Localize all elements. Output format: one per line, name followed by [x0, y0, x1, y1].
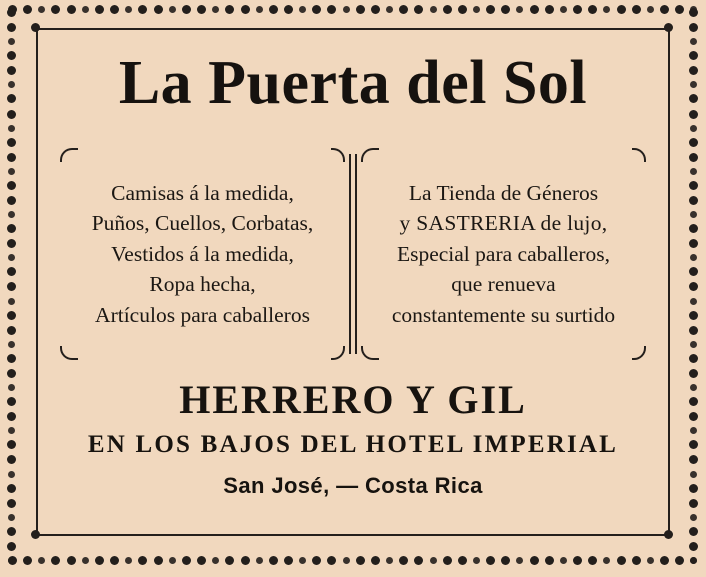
border-dot: [8, 38, 15, 45]
left-column-rule-bottom: [60, 346, 345, 360]
border-dot: [7, 51, 16, 60]
border-dot: [95, 5, 104, 14]
border-dot: [443, 5, 452, 14]
border-dot: [458, 556, 467, 565]
border-dot: [110, 5, 119, 14]
border-dot: [7, 527, 16, 536]
border-dot: [284, 556, 293, 565]
border-dot: [269, 556, 278, 565]
border-dot: [516, 557, 523, 564]
border-dot: [689, 326, 698, 335]
border-dot: [182, 5, 191, 14]
border-dot: [632, 5, 641, 14]
border-dot: [7, 282, 16, 291]
border-dot: [414, 556, 423, 565]
border-dot: [690, 384, 697, 391]
border-dot: [560, 6, 567, 13]
left-line-1: Camisas á la medida,: [111, 180, 294, 205]
border-dot: [689, 455, 698, 464]
border-dot: [8, 384, 15, 391]
border-dot: [486, 5, 495, 14]
border-dot: [690, 168, 697, 175]
border-dot: [327, 5, 336, 14]
border-dot: [690, 341, 697, 348]
column-divider: [349, 154, 357, 354]
border-dot: [573, 556, 582, 565]
border-dot: [8, 514, 15, 521]
border-dot: [545, 556, 554, 565]
left-column-text: [60, 170, 345, 338]
border-dot: [110, 556, 119, 565]
border-dot: [486, 556, 495, 565]
right-column-rule-bottom: [361, 346, 646, 360]
right-line-1: La Tienda de Géneros: [408, 180, 599, 205]
border-dot: [138, 5, 147, 14]
border-dot: [7, 455, 16, 464]
border-dot: [8, 341, 15, 348]
border-dot: [7, 94, 16, 103]
border-dot: [197, 5, 206, 14]
border-dot: [8, 427, 15, 434]
border-dot: [154, 5, 163, 14]
border-dot: [125, 557, 132, 564]
border-dot: [399, 556, 408, 565]
border-dots-right: [686, 8, 700, 564]
border-dot: [8, 298, 15, 305]
border-dot: [182, 556, 191, 565]
border-dot: [8, 168, 15, 175]
border-dots-top: [8, 2, 698, 16]
border-dot: [660, 5, 669, 14]
border-dot: [7, 110, 16, 119]
border-dot: [8, 254, 15, 261]
left-column: [60, 148, 345, 360]
border-dot: [458, 5, 467, 14]
border-dot: [689, 66, 698, 75]
border-dot: [690, 211, 697, 218]
border-dot: [689, 224, 698, 233]
border-dots-bottom: [8, 553, 698, 567]
border-dot: [371, 556, 380, 565]
footer-block: [36, 378, 670, 499]
border-dot: [125, 6, 132, 13]
border-dot: [689, 499, 698, 508]
border-dot: [299, 557, 306, 564]
corner-dot-bottom-left: [31, 530, 40, 539]
border-dot: [7, 354, 16, 363]
border-dot: [7, 23, 16, 32]
border-dot: [690, 125, 697, 132]
border-dot: [689, 138, 698, 147]
left-line-4: Ropa hecha,: [149, 272, 256, 297]
border-dot: [430, 6, 437, 13]
border-dot: [430, 557, 437, 564]
border-dot: [38, 6, 45, 13]
border-dot: [7, 138, 16, 147]
border-dot: [7, 397, 16, 406]
border-dot: [8, 81, 15, 88]
border-dot: [675, 556, 684, 565]
border-dot: [690, 427, 697, 434]
border-dot: [212, 6, 219, 13]
border-dot: [689, 542, 698, 551]
border-dot: [154, 556, 163, 565]
border-dot: [7, 66, 16, 75]
border-dot: [588, 556, 597, 565]
border-dot: [23, 5, 32, 14]
right-column: [361, 148, 646, 360]
border-dot: [690, 514, 697, 521]
ad-headline: La Puerta del Sol: [118, 49, 588, 117]
border-dot: [241, 5, 250, 14]
border-dot: [647, 6, 654, 13]
border-dot: [690, 298, 697, 305]
border-dot: [169, 557, 176, 564]
border-dot: [51, 556, 60, 565]
left-line-3: Vestidos á la medida,: [111, 241, 294, 266]
border-dot: [689, 23, 698, 32]
border-dot: [197, 556, 206, 565]
corner-dot-top-right: [664, 23, 673, 32]
border-dot: [386, 6, 393, 13]
border-dot: [690, 254, 697, 261]
border-dot: [689, 354, 698, 363]
border-dot: [23, 556, 32, 565]
corner-dot-top-left: [31, 23, 40, 32]
border-dot: [7, 153, 16, 162]
border-dot: [51, 5, 60, 14]
border-dot: [573, 5, 582, 14]
corner-dot-bottom-right: [664, 530, 673, 539]
border-dot: [138, 556, 147, 565]
border-dot: [356, 556, 365, 565]
border-dot: [241, 556, 250, 565]
border-dot: [7, 239, 16, 248]
border-dot: [299, 6, 306, 13]
border-dot: [689, 181, 698, 190]
border-dot: [7, 499, 16, 508]
border-dot: [501, 556, 510, 565]
border-dot: [690, 38, 697, 45]
border-dot: [169, 6, 176, 13]
border-dot: [689, 196, 698, 205]
border-dot: [689, 311, 698, 320]
border-dot: [7, 224, 16, 233]
border-dot: [501, 5, 510, 14]
border-dot: [67, 5, 76, 14]
border-dot: [689, 282, 698, 291]
border-dot: [689, 527, 698, 536]
border-dot: [617, 5, 626, 14]
right-line-3: Especial para caballeros,: [396, 241, 611, 266]
right-column-text: [361, 170, 646, 338]
border-dot: [690, 81, 697, 88]
border-dot: [588, 5, 597, 14]
border-dot: [327, 556, 336, 565]
right-column-rule-top: [361, 148, 646, 162]
border-dot: [312, 556, 321, 565]
border-dot: [8, 471, 15, 478]
border-dot: [632, 556, 641, 565]
border-dot: [689, 51, 698, 60]
border-dot: [530, 556, 539, 565]
border-dot: [443, 556, 452, 565]
border-dot: [256, 557, 263, 564]
border-dot: [312, 5, 321, 14]
border-dot: [7, 542, 16, 551]
border-dot: [256, 6, 263, 13]
street-address: EN LOS BAJOS DEL HOTEL IMPERIAL: [87, 431, 619, 459]
border-dot: [343, 6, 350, 13]
border-dot: [690, 471, 697, 478]
left-line-2: Puños, Cuellos, Corbatas,: [91, 211, 314, 236]
border-dot: [689, 397, 698, 406]
right-line-5: constantemente su surtido: [391, 302, 616, 327]
border-dot: [82, 557, 89, 564]
border-dot: [516, 6, 523, 13]
border-dot: [269, 5, 278, 14]
border-dot: [8, 211, 15, 218]
border-dot: [689, 110, 698, 119]
border-dot: [689, 153, 698, 162]
border-dot: [225, 5, 234, 14]
border-dot: [212, 557, 219, 564]
left-line-5: Artículos para caballeros: [95, 302, 310, 327]
border-dot: [343, 557, 350, 564]
border-dot: [689, 239, 698, 248]
border-dot: [689, 412, 698, 421]
border-dot: [95, 556, 104, 565]
city-country: San José, — Costa Rica: [223, 473, 483, 499]
border-dot: [7, 440, 16, 449]
border-dot: [690, 557, 697, 564]
border-dot: [689, 267, 698, 276]
border-dot: [660, 556, 669, 565]
border-dot: [689, 8, 698, 17]
border-dot: [689, 94, 698, 103]
border-dot: [675, 5, 684, 14]
border-dot: [7, 326, 16, 335]
border-dot: [7, 311, 16, 320]
border-dot: [7, 8, 16, 17]
border-dot: [67, 556, 76, 565]
border-dot: [225, 556, 234, 565]
border-dots-left: [4, 8, 18, 564]
border-dot: [689, 484, 698, 493]
border-dot: [8, 125, 15, 132]
border-dot: [38, 557, 45, 564]
firm-name: HERRERO Y GIL: [179, 377, 527, 422]
border-dot: [473, 557, 480, 564]
border-dot: [647, 557, 654, 564]
border-dot: [7, 267, 16, 276]
two-column-panel: [60, 148, 646, 360]
border-dot: [530, 5, 539, 14]
right-line-4: que renueva: [451, 272, 556, 297]
border-dot: [545, 5, 554, 14]
border-dot: [7, 484, 16, 493]
border-dot: [7, 412, 16, 421]
border-dot: [371, 5, 380, 14]
border-dot: [414, 5, 423, 14]
border-dot: [689, 369, 698, 378]
border-dot: [7, 196, 16, 205]
border-dot: [8, 557, 15, 564]
border-dot: [603, 6, 610, 13]
border-dot: [7, 369, 16, 378]
border-dot: [284, 5, 293, 14]
border-dot: [82, 6, 89, 13]
right-line-2: y SASTRERIA de lujo,: [399, 211, 608, 236]
border-dot: [603, 557, 610, 564]
border-dot: [386, 557, 393, 564]
border-dot: [356, 5, 365, 14]
border-dot: [7, 181, 16, 190]
border-dot: [560, 557, 567, 564]
left-column-rule-top: [60, 148, 345, 162]
border-dot: [473, 6, 480, 13]
border-dot: [689, 440, 698, 449]
border-dot: [617, 556, 626, 565]
border-dot: [399, 5, 408, 14]
